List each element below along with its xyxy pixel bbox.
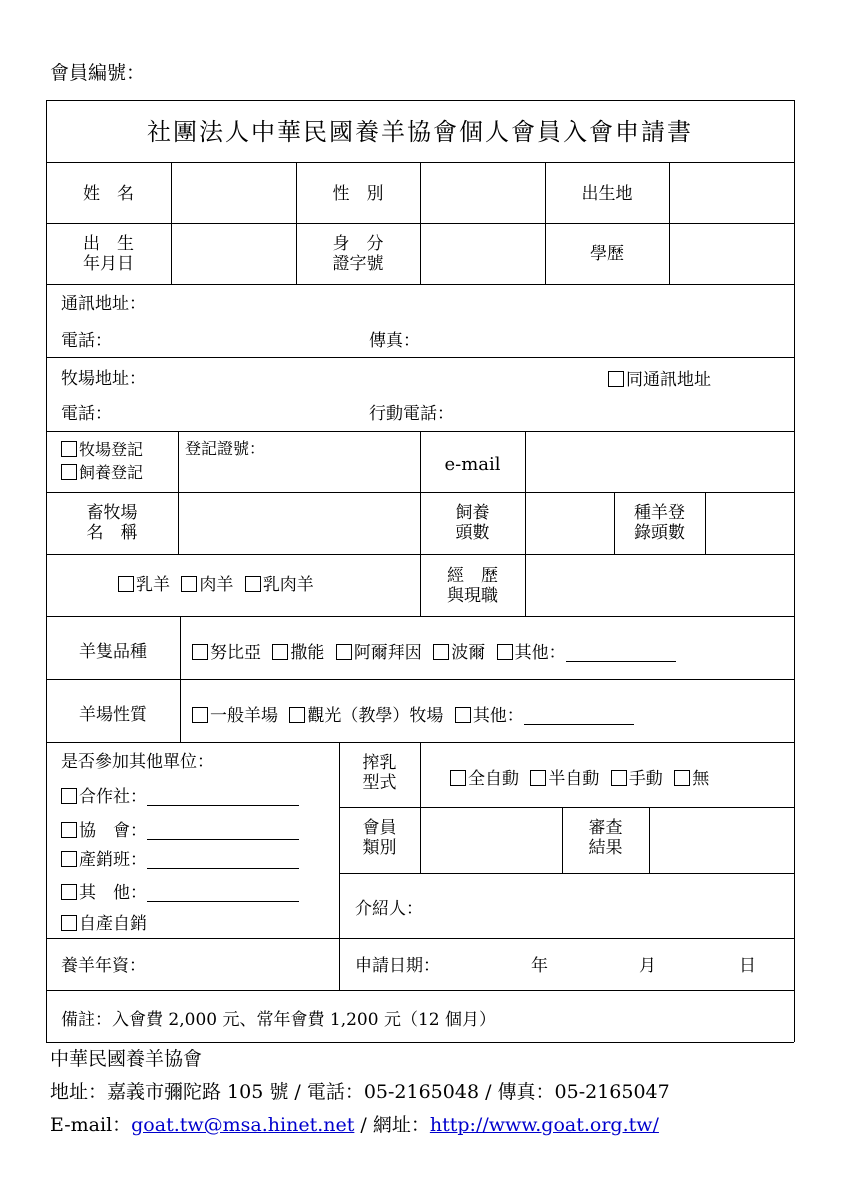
alpine-option[interactable]: 阿爾拜因 [336, 643, 422, 663]
farm-address-label: 牧場地址： [61, 369, 146, 389]
association-checkbox[interactable] [61, 822, 77, 838]
meat-option[interactable]: 肉羊 [181, 575, 233, 595]
fax-label: 傳真： [369, 331, 420, 351]
mobile-label: 行動電話： [369, 404, 454, 424]
gender-label: 性 別 [332, 184, 384, 204]
dual-checkbox[interactable] [245, 576, 261, 592]
full-auto-checkbox[interactable] [450, 770, 466, 786]
farm-registration-option[interactable]: 牧場登記 [61, 441, 143, 458]
dairy-checkbox[interactable] [118, 576, 134, 592]
fee-note: 備註：入會費 2,000 元、常年會費 1,200 元（12 個月） [61, 1010, 496, 1030]
milking-options [450, 770, 709, 788]
form-title: 社團法人中華民國養羊協會個人會員入會申請書 [147, 118, 693, 146]
manual-checkbox[interactable] [611, 770, 627, 786]
saanen-checkbox[interactable] [272, 644, 288, 660]
self-sale-checkbox[interactable] [61, 915, 77, 931]
id-number-label: 身 分 證字號 [332, 234, 384, 275]
coop-field[interactable] [147, 788, 299, 806]
raising-registration-option[interactable]: 飼養登記 [61, 464, 143, 481]
other-unit-option[interactable]: 其 他： [61, 884, 299, 902]
farm-phone-label: 電話： [61, 404, 112, 424]
production-group-field[interactable] [147, 851, 299, 869]
meat-checkbox[interactable] [181, 576, 197, 592]
review-result-field[interactable] [650, 808, 793, 872]
footer-contact: E-mail：goat.tw@msa.hinet.net / 網址：http://www.goat.org.tw/ [50, 1114, 659, 1136]
nature-other-option[interactable]: 其他： [455, 706, 524, 726]
breed-options [192, 644, 676, 662]
breeding-count-field[interactable] [706, 493, 793, 553]
full-auto-option[interactable]: 全自動 [450, 769, 519, 789]
association-field[interactable] [147, 822, 299, 840]
name-field[interactable] [172, 163, 295, 222]
production-group-option[interactable]: 產銷班： [61, 851, 299, 869]
breed-other-checkbox[interactable] [497, 644, 513, 660]
tourism-farm-option[interactable]: 觀光（教學）牧場 [289, 706, 443, 726]
apply-day-label: 日 [739, 956, 756, 976]
breed-label: 羊隻品種 [79, 642, 147, 662]
phone-label: 電話： [61, 331, 112, 351]
farm-registration-checkbox[interactable] [61, 441, 77, 457]
dual-option[interactable]: 乳肉羊 [245, 575, 314, 595]
general-farm-checkbox[interactable] [192, 707, 208, 723]
other-units-label: 是否參加其他單位： [61, 752, 214, 772]
apply-date-label: 申請日期： [355, 956, 440, 976]
none-checkbox[interactable] [674, 770, 690, 786]
nature-other-field[interactable] [524, 708, 634, 725]
birthplace-label: 出生地 [581, 184, 633, 204]
other-unit-field[interactable] [147, 884, 299, 902]
coop-checkbox[interactable] [61, 788, 77, 804]
experience-label: 經 歷 與現職 [447, 566, 498, 607]
website-link[interactable]: http://www.goat.org.tw/ [429, 1114, 659, 1136]
breed-other-field[interactable] [566, 645, 676, 662]
boer-option[interactable]: 波爾 [433, 643, 485, 663]
boer-checkbox[interactable] [433, 644, 449, 660]
experience-field[interactable] [526, 555, 793, 615]
alpine-checkbox[interactable] [336, 644, 352, 660]
dairy-option[interactable]: 乳羊 [118, 575, 170, 595]
same-address-checkbox[interactable] [608, 371, 624, 387]
milking-type-label: 搾乳 型式 [362, 753, 397, 794]
saanen-option[interactable]: 撒能 [272, 643, 324, 663]
semi-auto-option[interactable]: 半自動 [530, 769, 599, 789]
none-option[interactable]: 無 [674, 769, 709, 789]
member-type-field[interactable] [421, 808, 561, 872]
association-option[interactable]: 協 會： [61, 822, 299, 840]
member-number-label: 會員編號： [50, 62, 146, 84]
footer-address: 地址：嘉義市彌陀路 105 號 / 電話：05-2165048 / 傳真：05-2165047 [50, 1081, 670, 1103]
id-number-field[interactable] [421, 224, 544, 283]
education-field[interactable] [670, 224, 793, 283]
nubian-checkbox[interactable] [192, 644, 208, 660]
years-label: 養羊年資： [61, 956, 146, 976]
review-result-label: 審查 結果 [588, 818, 623, 859]
ranch-name-field[interactable] [179, 493, 419, 553]
name-label: 姓 名 [83, 184, 134, 204]
apply-month-label: 月 [639, 956, 656, 976]
ranch-name-label: 畜牧場 名 稱 [86, 503, 138, 544]
head-count-field[interactable] [526, 493, 613, 553]
other-unit-checkbox[interactable] [61, 884, 77, 900]
breeding-count-label: 種羊登 錄頭數 [634, 503, 685, 544]
footer-org: 中華民國養羊協會 [50, 1048, 203, 1070]
apply-year-label: 年 [531, 956, 548, 976]
email-field[interactable] [526, 432, 793, 491]
farm-nature-label: 羊場性質 [79, 705, 147, 725]
self-sale-option[interactable]: 自產自銷 [61, 915, 147, 933]
education-label: 學歷 [590, 244, 624, 264]
production-group-checkbox[interactable] [61, 851, 77, 867]
nature-other-checkbox[interactable] [455, 707, 471, 723]
referrer-label: 介紹人： [355, 899, 423, 919]
raising-registration-checkbox[interactable] [61, 464, 77, 480]
coop-option[interactable]: 合作社： [61, 788, 299, 806]
member-type-label: 會員 類別 [362, 818, 397, 859]
gender-field[interactable] [421, 163, 544, 222]
head-count-label: 飼養 頭數 [455, 503, 490, 544]
nubian-option[interactable]: 努比亞 [192, 643, 261, 663]
birthdate-field[interactable] [172, 224, 295, 283]
goat-type-options [118, 576, 314, 594]
birthdate-label: 出 生 年月日 [83, 234, 134, 275]
same-address-option[interactable]: 同通訊地址 [608, 371, 711, 389]
mailing-address-label: 通訊地址： [61, 294, 146, 314]
certificate-number-label: 登記證號： [185, 439, 266, 458]
semi-auto-checkbox[interactable] [530, 770, 546, 786]
birthplace-field[interactable] [670, 163, 793, 222]
email-link[interactable]: goat.tw@msa.hinet.net [131, 1114, 355, 1136]
breed-other-option[interactable]: 其他： [497, 643, 566, 663]
tourism-farm-checkbox[interactable] [289, 707, 305, 723]
general-farm-option[interactable]: 一般羊場 [192, 706, 278, 726]
farm-nature-options [192, 707, 634, 725]
email-label: e-mail [444, 454, 501, 475]
manual-option[interactable]: 手動 [611, 769, 663, 789]
